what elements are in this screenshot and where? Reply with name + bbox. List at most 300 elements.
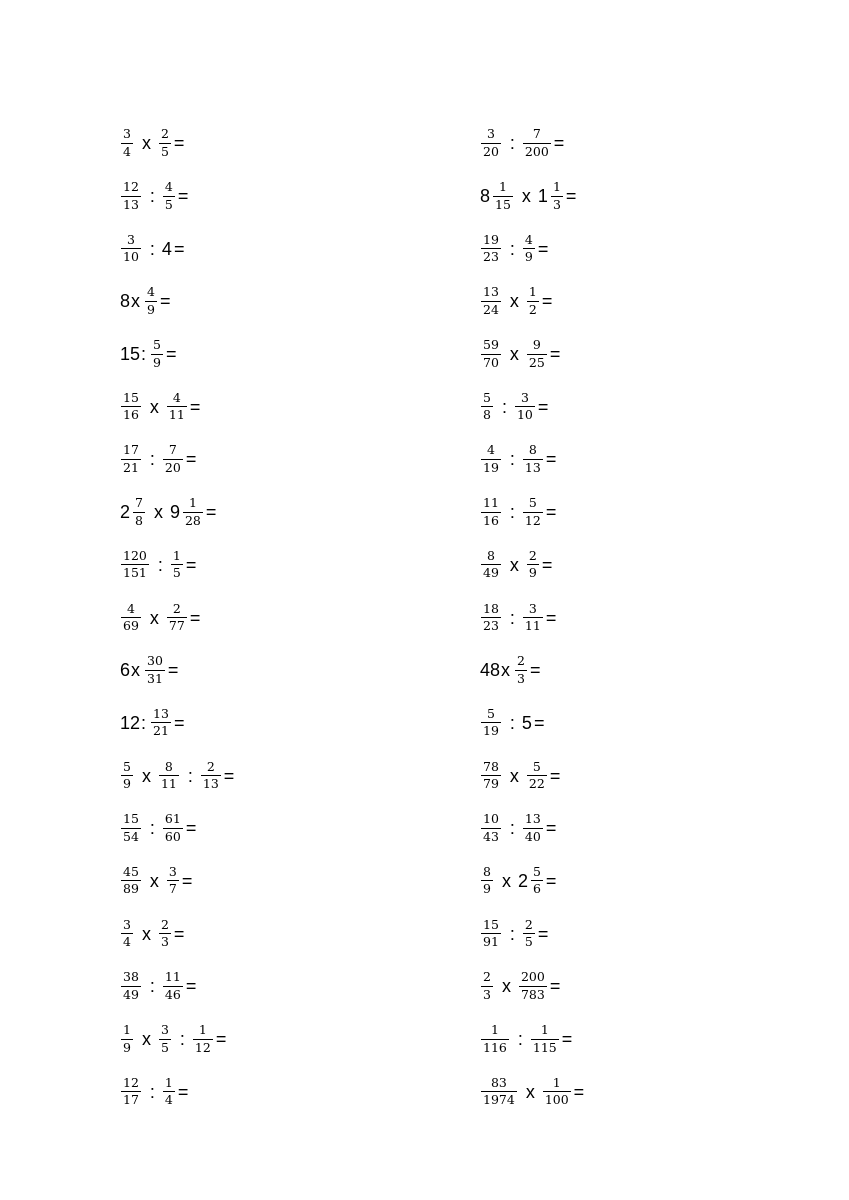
whole-number: 6 <box>120 660 131 681</box>
fraction-numerator: 12 <box>123 179 139 195</box>
equals-sign: = <box>545 502 557 523</box>
math-problem <box>120 117 234 170</box>
fraction-denominator: 20 <box>164 459 181 475</box>
equals-sign: = <box>185 449 197 470</box>
fraction-denominator: 70 <box>483 354 499 370</box>
fraction <box>481 286 501 316</box>
math-problem <box>120 328 234 381</box>
fraction <box>121 128 133 158</box>
fraction-numerator: 11 <box>483 495 499 511</box>
fraction <box>481 916 501 950</box>
multiply-operator: x <box>521 186 531 207</box>
fraction-numerator: 5 <box>532 758 541 774</box>
fraction <box>523 916 535 950</box>
fraction <box>515 655 527 685</box>
fraction-denominator: 3 <box>517 670 525 686</box>
multiply-operator: x <box>149 870 159 891</box>
divide-operator: : <box>149 238 155 259</box>
fraction-numerator: 10 <box>483 811 499 827</box>
fraction <box>163 444 183 474</box>
fraction-numerator: 13 <box>153 705 169 721</box>
math-problem <box>120 749 234 802</box>
fraction <box>163 1074 175 1108</box>
divide-operator: : <box>509 238 515 259</box>
math-problem <box>480 907 584 960</box>
fraction <box>183 497 203 527</box>
math-problem <box>480 855 584 908</box>
equals-sign: = <box>537 923 549 944</box>
fraction-denominator: 19 <box>483 723 499 739</box>
multiply-operator: x <box>141 923 151 944</box>
fraction-denominator: 4 <box>164 1092 173 1108</box>
fraction-numerator: 8 <box>528 442 537 458</box>
multiply-operator: x <box>149 396 159 417</box>
equals-sign: = <box>545 449 557 470</box>
whole-number: 1 <box>537 186 548 207</box>
divide-operator: : <box>149 1081 155 1102</box>
fraction-denominator: 22 <box>528 776 545 792</box>
divide-operator: : <box>509 607 515 628</box>
fraction <box>163 971 183 1001</box>
fraction-denominator: 10 <box>123 249 139 265</box>
fraction-denominator: 21 <box>123 459 139 475</box>
fraction <box>523 444 543 474</box>
fraction <box>145 655 165 685</box>
fraction-denominator: 91 <box>483 934 499 950</box>
equals-sign: = <box>173 238 185 259</box>
fraction-numerator: 83 <box>490 1074 507 1090</box>
fraction <box>481 128 501 158</box>
multiply-operator: x <box>525 1081 535 1102</box>
fraction-numerator: 9 <box>532 337 541 353</box>
fraction-denominator: 5 <box>160 143 169 159</box>
math-problem <box>480 117 584 170</box>
multiply-operator: x <box>501 660 511 681</box>
fraction-numerator: 2 <box>160 916 169 932</box>
equals-sign: = <box>537 396 549 417</box>
fraction-denominator: 89 <box>123 881 139 897</box>
fraction <box>121 1024 133 1054</box>
fraction-numerator: 2 <box>524 916 533 932</box>
fraction-numerator: 3 <box>486 126 495 142</box>
fraction <box>167 600 187 634</box>
equals-sign: = <box>223 765 235 786</box>
fraction-numerator: 2 <box>528 547 537 563</box>
math-problem <box>120 275 234 328</box>
fraction-numerator: 5 <box>153 337 161 353</box>
fraction-numerator: 11 <box>164 969 181 985</box>
multiply-operator: x <box>509 765 519 786</box>
multiply-operator: x <box>501 870 511 891</box>
fraction-numerator: 78 <box>483 758 499 774</box>
fraction-denominator: 6 <box>532 881 541 897</box>
fraction-numerator: 1 <box>172 547 181 563</box>
fraction <box>121 971 141 1001</box>
equals-sign: = <box>537 238 549 259</box>
fraction-numerator: 200 <box>520 969 545 985</box>
fraction-numerator: 5 <box>486 705 495 721</box>
fraction <box>481 813 501 843</box>
fraction-numerator: 1 <box>198 1022 207 1038</box>
fraction-denominator: 40 <box>524 828 541 844</box>
fraction-numerator: 2 <box>172 600 181 616</box>
fraction-denominator: 200 <box>524 143 549 159</box>
fraction <box>481 600 501 634</box>
fraction-numerator: 15 <box>123 811 139 827</box>
math-problem <box>120 1013 234 1066</box>
fraction-denominator: 9 <box>524 249 533 265</box>
math-problem <box>480 1065 584 1118</box>
fraction-denominator: 60 <box>164 828 181 844</box>
equals-sign: = <box>549 765 561 786</box>
divide-operator: : <box>157 554 163 575</box>
fraction <box>159 758 179 792</box>
math-problem <box>480 697 584 750</box>
fraction-denominator: 3 <box>160 934 169 950</box>
equals-sign: = <box>561 1029 573 1050</box>
fraction-numerator: 15 <box>483 916 499 932</box>
equals-sign: = <box>541 554 553 575</box>
multiply-operator: x <box>141 765 151 786</box>
fraction <box>159 916 171 950</box>
math-problem <box>120 539 234 592</box>
fraction <box>481 758 501 792</box>
equals-sign: = <box>189 607 201 628</box>
equals-sign: = <box>166 344 177 365</box>
divide-operator: : <box>509 712 515 733</box>
fraction <box>531 1024 559 1054</box>
equals-sign: = <box>185 976 197 997</box>
equals-sign: = <box>215 1029 227 1050</box>
fraction-numerator: 61 <box>164 811 181 827</box>
fraction-numerator: 19 <box>483 231 499 247</box>
fraction-numerator: 1 <box>528 284 537 300</box>
math-problem <box>480 380 584 433</box>
fraction-numerator: 5 <box>123 758 131 774</box>
fraction-numerator: 8 <box>486 547 495 563</box>
equals-sign: = <box>205 502 217 523</box>
equals-sign: = <box>545 818 557 839</box>
fraction-numerator: 12 <box>123 1074 139 1090</box>
fraction <box>121 600 141 634</box>
fraction <box>523 600 543 634</box>
math-problem <box>480 960 584 1013</box>
math-problem <box>120 644 234 697</box>
whole-number: 2 <box>517 870 528 891</box>
whole-number: 9 <box>169 502 180 523</box>
fraction-denominator: 783 <box>520 986 545 1002</box>
equals-sign: = <box>545 870 557 891</box>
fraction <box>527 339 547 369</box>
fraction-denominator: 4 <box>123 143 131 159</box>
fraction-denominator: 16 <box>123 407 139 423</box>
fraction <box>481 444 501 474</box>
fraction-denominator: 151 <box>123 565 147 581</box>
multiply-operator: x <box>509 291 519 312</box>
fraction <box>159 128 171 158</box>
fraction-numerator: 4 <box>524 231 533 247</box>
multiply-operator: x <box>149 607 159 628</box>
fraction-denominator: 9 <box>147 301 155 317</box>
fraction-denominator: 16 <box>483 512 499 528</box>
fraction-numerator: 2 <box>483 969 491 985</box>
fraction-numerator: 4 <box>172 389 181 405</box>
fraction-numerator: 3 <box>528 600 537 616</box>
fraction <box>481 389 493 423</box>
fraction-denominator: 28 <box>184 512 201 528</box>
fraction <box>481 863 493 897</box>
divide-operator: : <box>509 133 515 154</box>
fraction-numerator: 3 <box>123 916 131 932</box>
fraction <box>481 1024 509 1054</box>
fraction-numerator: 2 <box>517 653 525 669</box>
fraction-denominator: 3 <box>483 986 491 1002</box>
math-problem <box>480 170 584 223</box>
fraction-numerator: 5 <box>532 863 541 879</box>
fraction-numerator: 59 <box>483 337 499 353</box>
fraction-denominator: 10 <box>516 407 533 423</box>
math-problem <box>120 697 234 750</box>
fraction-numerator: 8 <box>483 863 491 879</box>
fraction-denominator: 31 <box>147 670 163 686</box>
fraction-numerator: 3 <box>520 389 529 405</box>
fraction <box>523 497 543 527</box>
fraction <box>163 181 175 211</box>
math-problem <box>480 749 584 802</box>
fraction-numerator: 1 <box>164 1074 173 1090</box>
equals-sign: = <box>173 133 185 154</box>
fraction-denominator: 20 <box>483 143 499 159</box>
divide-operator: : <box>179 1029 185 1050</box>
divide-operator: : <box>509 502 515 523</box>
multiply-operator: x <box>501 976 511 997</box>
equals-sign: = <box>565 186 577 207</box>
fraction-numerator: 5 <box>528 495 537 511</box>
fraction-numerator: 15 <box>123 389 139 405</box>
divide-operator: : <box>517 1029 523 1050</box>
math-problem <box>480 591 584 644</box>
fraction-denominator: 12 <box>194 1039 211 1055</box>
fraction-denominator: 9 <box>483 881 491 897</box>
fraction-numerator: 3 <box>126 231 135 247</box>
fraction-denominator: 9 <box>123 1039 131 1055</box>
fraction-numerator: 13 <box>524 811 541 827</box>
divide-operator: : <box>141 712 147 733</box>
fraction <box>551 181 563 211</box>
fraction-denominator: 13 <box>202 776 219 792</box>
fraction-numerator: 3 <box>160 1022 169 1038</box>
equals-sign: = <box>529 660 541 681</box>
fraction-denominator: 17 <box>123 1092 139 1108</box>
right-problem-column <box>480 117 584 1118</box>
fraction-denominator: 5 <box>160 1039 169 1055</box>
math-problem <box>480 222 584 275</box>
fraction-denominator: 11 <box>524 618 541 634</box>
fraction-denominator: 9 <box>153 354 161 370</box>
fraction <box>151 339 163 369</box>
fraction <box>167 389 187 423</box>
fraction-numerator: 1 <box>490 1022 499 1038</box>
fraction-denominator: 15 <box>495 196 511 212</box>
fraction-numerator: 38 <box>123 969 139 985</box>
math-problem <box>480 1013 584 1066</box>
fraction <box>167 863 179 897</box>
whole-number: 15 <box>120 344 141 365</box>
fraction-numerator: 2 <box>206 758 215 774</box>
divide-operator: : <box>509 923 515 944</box>
fraction-denominator: 5 <box>524 934 533 950</box>
equals-sign: = <box>549 976 561 997</box>
divide-operator: : <box>141 344 147 365</box>
fraction <box>121 444 141 474</box>
fraction-numerator: 13 <box>483 284 499 300</box>
fraction <box>121 813 141 843</box>
fraction-denominator: 5 <box>172 565 181 581</box>
equals-sign: = <box>553 133 565 154</box>
equals-sign: = <box>159 291 171 312</box>
fraction-denominator: 49 <box>123 986 139 1002</box>
fraction <box>481 547 501 581</box>
multiply-operator: x <box>509 554 519 575</box>
fraction <box>133 497 145 527</box>
multiply-operator: x <box>153 502 163 523</box>
equals-sign: = <box>189 396 201 417</box>
whole-number: 48 <box>480 660 501 681</box>
multiply-operator: x <box>141 1029 151 1050</box>
fraction-numerator: 1 <box>123 1022 131 1038</box>
fraction <box>527 286 539 316</box>
fraction <box>121 758 133 792</box>
fraction-numerator: 4 <box>486 442 495 458</box>
fraction-numerator: 1 <box>552 1074 561 1090</box>
divide-operator: : <box>149 818 155 839</box>
fraction-denominator: 23 <box>483 618 499 634</box>
fraction <box>543 1074 571 1108</box>
fraction <box>151 705 171 739</box>
fraction-denominator: 1974 <box>483 1092 515 1108</box>
equals-sign: = <box>185 818 197 839</box>
math-problem <box>120 907 234 960</box>
whole-number: 8 <box>120 291 131 312</box>
multiply-operator: x <box>131 291 141 312</box>
divide-operator: : <box>149 186 155 207</box>
math-problem <box>120 960 234 1013</box>
divide-operator: : <box>509 818 515 839</box>
whole-number: 12 <box>120 712 141 733</box>
fraction <box>531 863 543 897</box>
fraction <box>493 181 513 211</box>
fraction-numerator: 4 <box>126 600 135 616</box>
fraction-denominator: 115 <box>532 1039 557 1055</box>
fraction-denominator: 23 <box>483 249 499 265</box>
fraction-denominator: 13 <box>123 196 139 212</box>
equals-sign: = <box>177 1081 189 1102</box>
fraction-denominator: 79 <box>483 776 499 792</box>
math-problem <box>480 539 584 592</box>
fraction <box>523 231 535 265</box>
fraction-numerator: 45 <box>123 863 139 879</box>
fraction-numerator: 1 <box>188 495 197 511</box>
fraction-denominator: 11 <box>160 776 177 792</box>
fraction-numerator: 7 <box>135 495 143 511</box>
fraction <box>121 916 133 950</box>
fraction-denominator: 8 <box>135 512 143 528</box>
math-problem <box>120 855 234 908</box>
equals-sign: = <box>185 554 197 575</box>
fraction <box>159 1024 171 1054</box>
math-problem <box>120 591 234 644</box>
fraction <box>193 1024 213 1054</box>
equals-sign: = <box>541 291 553 312</box>
fraction-numerator: 7 <box>532 126 541 142</box>
math-problem <box>480 328 584 381</box>
fraction-denominator: 24 <box>483 301 499 317</box>
math-problem <box>120 433 234 486</box>
fraction-numerator: 7 <box>168 442 177 458</box>
fraction <box>523 128 551 158</box>
fraction-numerator: 4 <box>147 284 155 300</box>
fraction <box>523 813 543 843</box>
fraction-denominator: 8 <box>483 407 491 423</box>
equals-sign: = <box>549 344 561 365</box>
fraction-denominator: 46 <box>164 986 181 1002</box>
whole-number: 4 <box>161 238 172 259</box>
fraction <box>527 547 539 581</box>
fraction-numerator: 1 <box>498 179 507 195</box>
fraction-denominator: 77 <box>168 618 185 634</box>
divide-operator: : <box>149 449 155 470</box>
math-problem <box>480 802 584 855</box>
fraction <box>201 758 221 792</box>
fraction <box>481 1074 517 1108</box>
whole-number: 8 <box>480 186 491 207</box>
math-problem <box>480 275 584 328</box>
divide-operator: : <box>501 396 507 417</box>
math-problem <box>480 644 584 697</box>
fraction-numerator: 2 <box>160 126 169 142</box>
fraction-denominator: 19 <box>483 459 499 475</box>
fraction-numerator: 4 <box>164 179 173 195</box>
math-problem <box>480 433 584 486</box>
fraction-numerator: 5 <box>483 389 491 405</box>
fraction <box>519 971 547 1001</box>
fraction-denominator: 25 <box>528 354 545 370</box>
fraction-denominator: 11 <box>168 407 185 423</box>
fraction <box>481 231 501 265</box>
fraction <box>163 813 183 843</box>
left-problem-column <box>120 117 234 1118</box>
divide-operator: : <box>149 976 155 997</box>
fraction-numerator: 1 <box>540 1022 549 1038</box>
fraction <box>481 971 493 1001</box>
math-problem <box>480 486 584 539</box>
fraction-denominator: 13 <box>524 459 541 475</box>
math-problem <box>120 802 234 855</box>
fraction-denominator: 43 <box>483 828 499 844</box>
fraction-denominator: 3 <box>552 196 561 212</box>
fraction <box>121 231 141 265</box>
fraction-numerator: 30 <box>147 653 163 669</box>
fraction <box>481 497 501 527</box>
equals-sign: = <box>533 712 545 733</box>
fraction <box>145 286 157 316</box>
fraction-denominator: 100 <box>544 1092 569 1108</box>
math-problem <box>120 486 234 539</box>
fraction-denominator: 4 <box>123 934 131 950</box>
fraction <box>527 758 547 792</box>
fraction <box>515 389 535 423</box>
equals-sign: = <box>545 607 557 628</box>
